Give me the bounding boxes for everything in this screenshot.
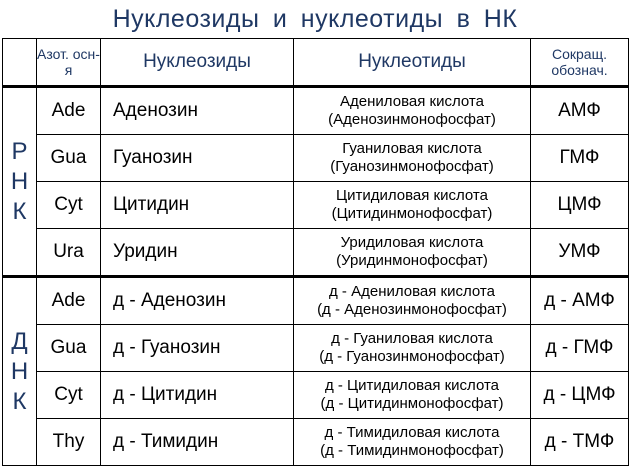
abbr-cell: АМФ xyxy=(531,87,629,135)
nucleotide-name: Гуаниловая кислота xyxy=(342,140,482,158)
nucleotide-cell xyxy=(294,135,531,182)
group-letter: К xyxy=(12,387,27,415)
abbr-cell: д - ГМФ xyxy=(531,325,629,372)
nucleotide-cell xyxy=(294,372,531,419)
table-row xyxy=(3,419,629,466)
abbr-cell: ГМФ xyxy=(531,135,629,182)
nucleotide-name: д - Цитидиловая кислота xyxy=(324,377,500,395)
nucleotide-alt-name: (д - Аденозинмонофосфат) xyxy=(317,301,507,319)
header-nucleosides: Нуклеозиды xyxy=(101,39,294,87)
nucleotide-cell xyxy=(294,182,531,229)
header-nucleotides: Нуклеотиды xyxy=(294,39,531,87)
nucleotide-cell xyxy=(294,228,531,276)
group-letter: Д xyxy=(11,327,28,355)
nucleoside-cell: д - Аденозин xyxy=(101,277,294,325)
nucleoside-cell: д - Тимидин xyxy=(101,419,294,466)
group-letter: Н xyxy=(10,357,29,385)
base-cell: Gua xyxy=(37,325,101,372)
base-cell: Thy xyxy=(37,419,101,466)
abbr-cell: д - ТМФ xyxy=(531,419,629,466)
nucleotide-alt-name: (Цитидинмонофосфат) xyxy=(331,204,493,222)
nucleotide-name: Адениловая кислота xyxy=(340,93,484,111)
nucleotide-name: д - Тимидиловая кислота xyxy=(324,424,500,442)
nucleotide-cell xyxy=(294,419,531,466)
nucleotide-alt-name: (д - Цитидинмонофосфат) xyxy=(320,395,504,413)
nucleoside-cell: Аденозин xyxy=(101,87,294,135)
nucleotide-alt-name: (Уридинмонофосфат) xyxy=(336,252,488,270)
nucleotide-alt-name: (Гуанозинмонофосфат) xyxy=(330,158,494,176)
abbr-cell: д - ЦМФ xyxy=(531,372,629,419)
nucleotide-name: д - Адениловая кислота xyxy=(329,283,495,301)
table-row xyxy=(3,87,629,135)
nucleotide-name: д - Гуаниловая кислота xyxy=(331,330,493,348)
table-row xyxy=(3,372,629,419)
table-row xyxy=(3,277,629,325)
nucleotide-cell xyxy=(294,87,531,135)
base-cell: Cyt xyxy=(37,372,101,419)
group-letter: Р xyxy=(11,137,28,165)
table-row xyxy=(3,325,629,372)
base-cell: Ura xyxy=(37,228,101,276)
table-header-row xyxy=(3,39,629,87)
nucleotide-alt-name: (д - Гуанозинмонофосфат) xyxy=(319,348,505,366)
table-row xyxy=(3,182,629,229)
group-letter: Н xyxy=(10,167,29,195)
header-empty-cell xyxy=(3,39,37,87)
abbr-cell: УМФ xyxy=(531,228,629,276)
nucleoside-cell: д - Цитидин xyxy=(101,372,294,419)
abbr-cell: д - АМФ xyxy=(531,277,629,325)
base-cell: Ade xyxy=(37,87,101,135)
table-row xyxy=(3,135,629,182)
abbr-cell: ЦМФ xyxy=(531,182,629,229)
nucleotide-alt-name: (Аденозинмонофосфат) xyxy=(328,111,496,129)
base-cell: Gua xyxy=(37,135,101,182)
header-base: Азот. осн-я xyxy=(37,39,101,87)
nucleotide-name: Цитидиловая кислота xyxy=(336,186,488,204)
nucleoside-cell: д - Гуанозин xyxy=(101,325,294,372)
nucleotide-alt-name: (д - Тимидинмонофосфат) xyxy=(320,442,504,460)
nucleotides-table xyxy=(2,38,629,466)
nucleotide-cell xyxy=(294,325,531,372)
group-letter: К xyxy=(12,197,27,225)
nucleotide-cell xyxy=(294,277,531,325)
base-cell: Cyt xyxy=(37,182,101,229)
nucleotide-name: Уридиловая кислота xyxy=(340,234,484,252)
nucleoside-cell: Уридин xyxy=(101,228,294,276)
nucleoside-cell: Цитидин xyxy=(101,182,294,229)
table-row xyxy=(3,228,629,276)
nucleoside-cell: Гуанозин xyxy=(101,135,294,182)
base-cell: Ade xyxy=(37,277,101,325)
header-abbr: Сокращ. обознач. xyxy=(531,39,629,87)
page-title: Нуклеозиды и нуклеотиды в НК xyxy=(112,5,518,33)
rna-group-label xyxy=(3,87,37,277)
dna-group-label xyxy=(3,277,37,466)
